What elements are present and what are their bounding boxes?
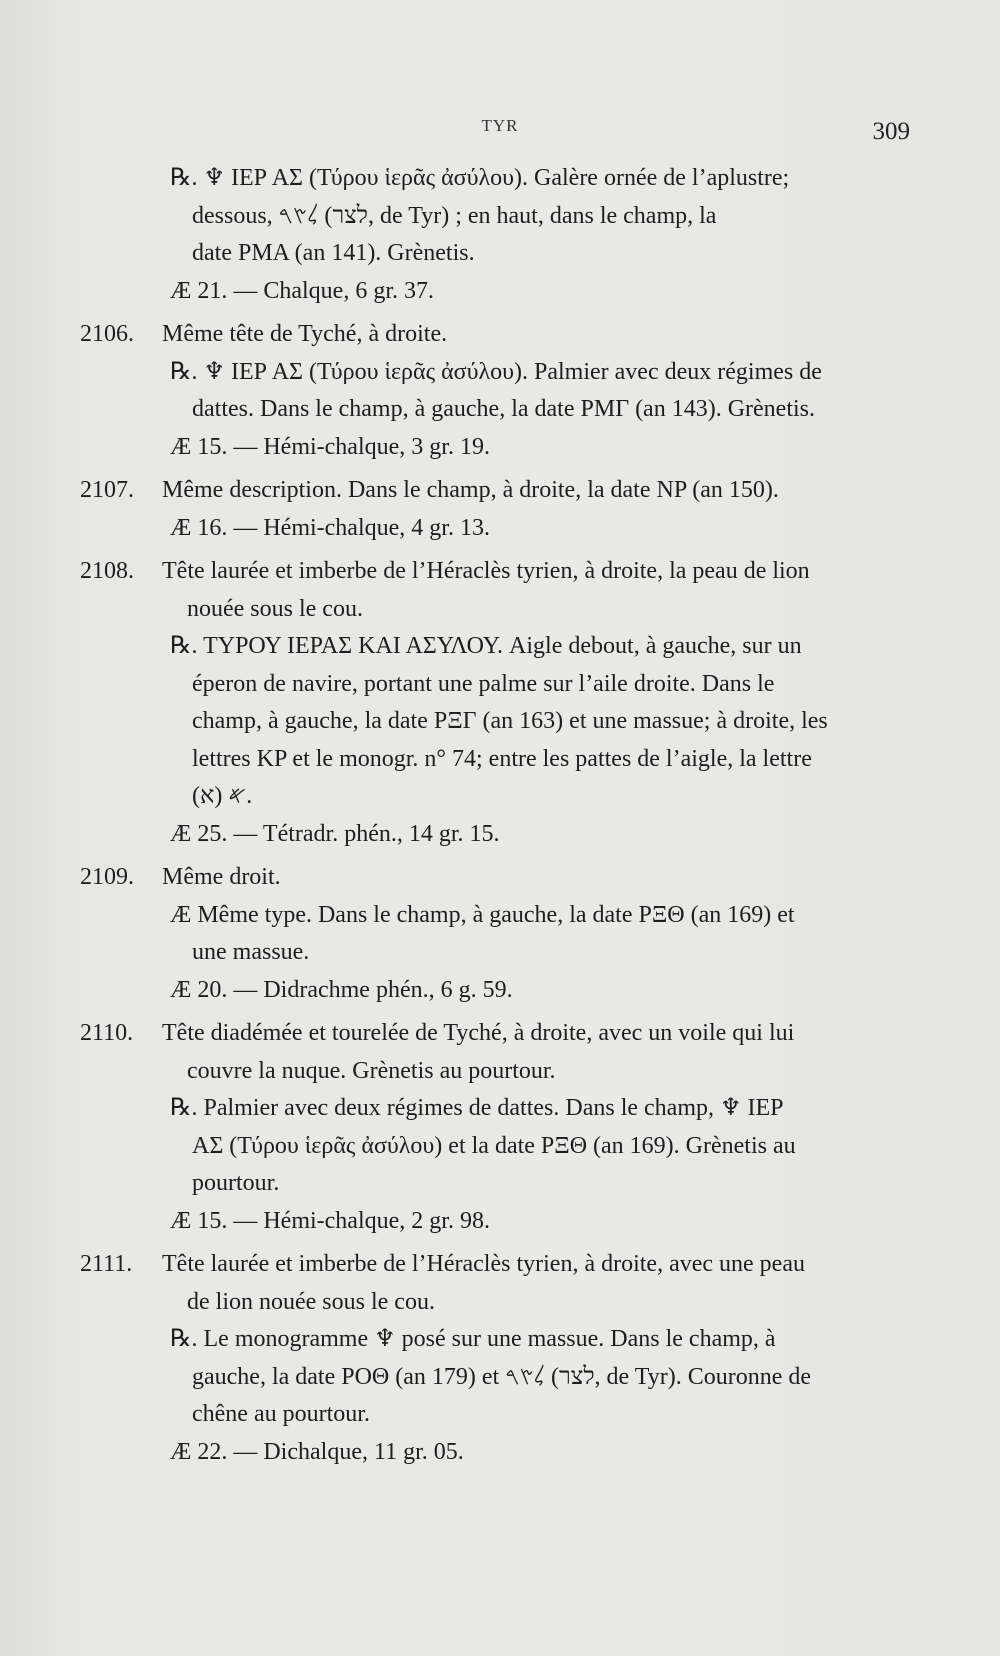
reverse-line: 𐤀 (א). (192, 783, 253, 809)
reverse-line: champ, à gauche, la date PΞΓ (an 163) et une massue; à droite, les (192, 708, 828, 734)
entry-number: 2108. (80, 558, 134, 584)
reverse-line: gauche, la date POΘ (an 179) et 𐤋𐤑𐤓 (לצר, de Tyr). Couronne de (192, 1363, 812, 1390)
entry-number: 2106. (80, 321, 134, 347)
metrology-line: Æ 20. — Didrachme phén., 6 g. 59. (170, 976, 513, 1003)
obverse-line: nouée sous le cou. (187, 595, 363, 622)
metrology-line: Æ 16. — Hémi-chalque, 4 gr. 13. (170, 514, 490, 541)
entry-number: 2107. (80, 477, 134, 503)
catalogue-entry (80, 316, 900, 466)
page-number: 309 (872, 118, 910, 145)
reverse-line: ℞. Le monogramme ♆ posé sur une massue. Dans le champ, à (170, 1326, 776, 1352)
reverse-line: dattes. Dans le champ, à gauche, la date PMΓ (an 143). Grènetis. (192, 396, 816, 422)
obverse-line: couvre la nuque. Grènetis au pourtour. (187, 1057, 556, 1084)
catalogue-entry (80, 859, 900, 1009)
entry-number: 2109. (80, 864, 134, 890)
reverse-line: ℞. ♆ ΙΕΡ ΑΣ (Τύρου ἱερᾶς ἀσύλου). Palmier avec deux régimes de (170, 358, 822, 385)
obverse-line: Même tête de Tyché, à droite. (162, 321, 448, 347)
catalogue-entry (80, 1246, 900, 1471)
catalogue-entry (80, 160, 900, 310)
metrology-line: Æ 15. — Hémi-chalque, 3 gr. 19. (170, 433, 490, 460)
reverse-line: une massue. (192, 939, 310, 965)
reverse-line: ℞. Palmier avec deux régimes de dattes. Dans le champ, ♆ ΙΕΡ (170, 1095, 784, 1121)
reverse-line: ℞. ΤΥΡΟΥ ΙΕΡΑΣ ΚΑΙ ΑΣΥΛΟΥ. Aigle debout, à gauche, sur un (170, 633, 802, 659)
catalogue-text (80, 160, 900, 1471)
catalogue-entry (80, 553, 900, 853)
entry-number: 2111. (80, 1251, 133, 1277)
reverse-line: date PMA (an 141). Grènetis. (192, 240, 475, 266)
obverse-line: de lion nouée sous le cou. (187, 1288, 435, 1315)
reverse-line: Æ Même type. Dans le champ, à gauche, la date PΞΘ (an 169) et (170, 901, 795, 928)
reverse-line: éperon de navire, portant une palme sur l’aile droite. Dans le (192, 670, 775, 697)
entry-number: 2110. (80, 1020, 134, 1046)
obverse-line: Même droit. (162, 864, 281, 890)
running-title: TYR (481, 116, 519, 135)
reverse-line: lettres KP et le monogr. n° 74; entre les pattes de l’aigle, la lettre (192, 745, 812, 772)
obverse-line: Tête diadémée et tourelée de Tyché, à droite, avec un voile qui lui (162, 1020, 795, 1046)
metrology-line: Æ 15. — Hémi-chalque, 2 gr. 98. (170, 1207, 490, 1234)
metrology-line: Æ 25. — Tétradr. phén., 14 gr. 15. (170, 820, 500, 847)
reverse-line: ΑΣ (Τύρου ἱερᾶς ἀσύλου) et la date PΞΘ (an 169). Grènetis au (192, 1132, 796, 1159)
obverse-line: Tête laurée et imberbe de l’Héraclès tyrien, à droite, avec une peau (162, 1251, 805, 1277)
reverse-line: dessous, 𐤋𐤑𐤓 (לצר, de Tyr) ; en haut, dans le champ, la (192, 202, 717, 229)
obverse-line: Tête laurée et imberbe de l’Héraclès tyrien, à droite, la peau de lion (162, 558, 810, 584)
obverse-line: Même description. Dans le champ, à droite, la date NP (an 150). (162, 477, 779, 503)
metrology-line: Æ 21. — Chalque, 6 gr. 37. (170, 277, 434, 304)
reverse-line: ℞. ♆ ΙΕΡ ΑΣ (Τύρου ἱερᾶς ἀσύλου). Galère ornée de l’aplustre; (170, 165, 790, 191)
reverse-line: pourtour. (192, 1170, 280, 1196)
reverse-line: chêne au pourtour. (192, 1401, 370, 1427)
catalogue-entry (80, 472, 900, 547)
catalogue-entry (80, 1015, 900, 1240)
metrology-line: Æ 22. — Dichalque, 11 gr. 05. (170, 1438, 464, 1465)
